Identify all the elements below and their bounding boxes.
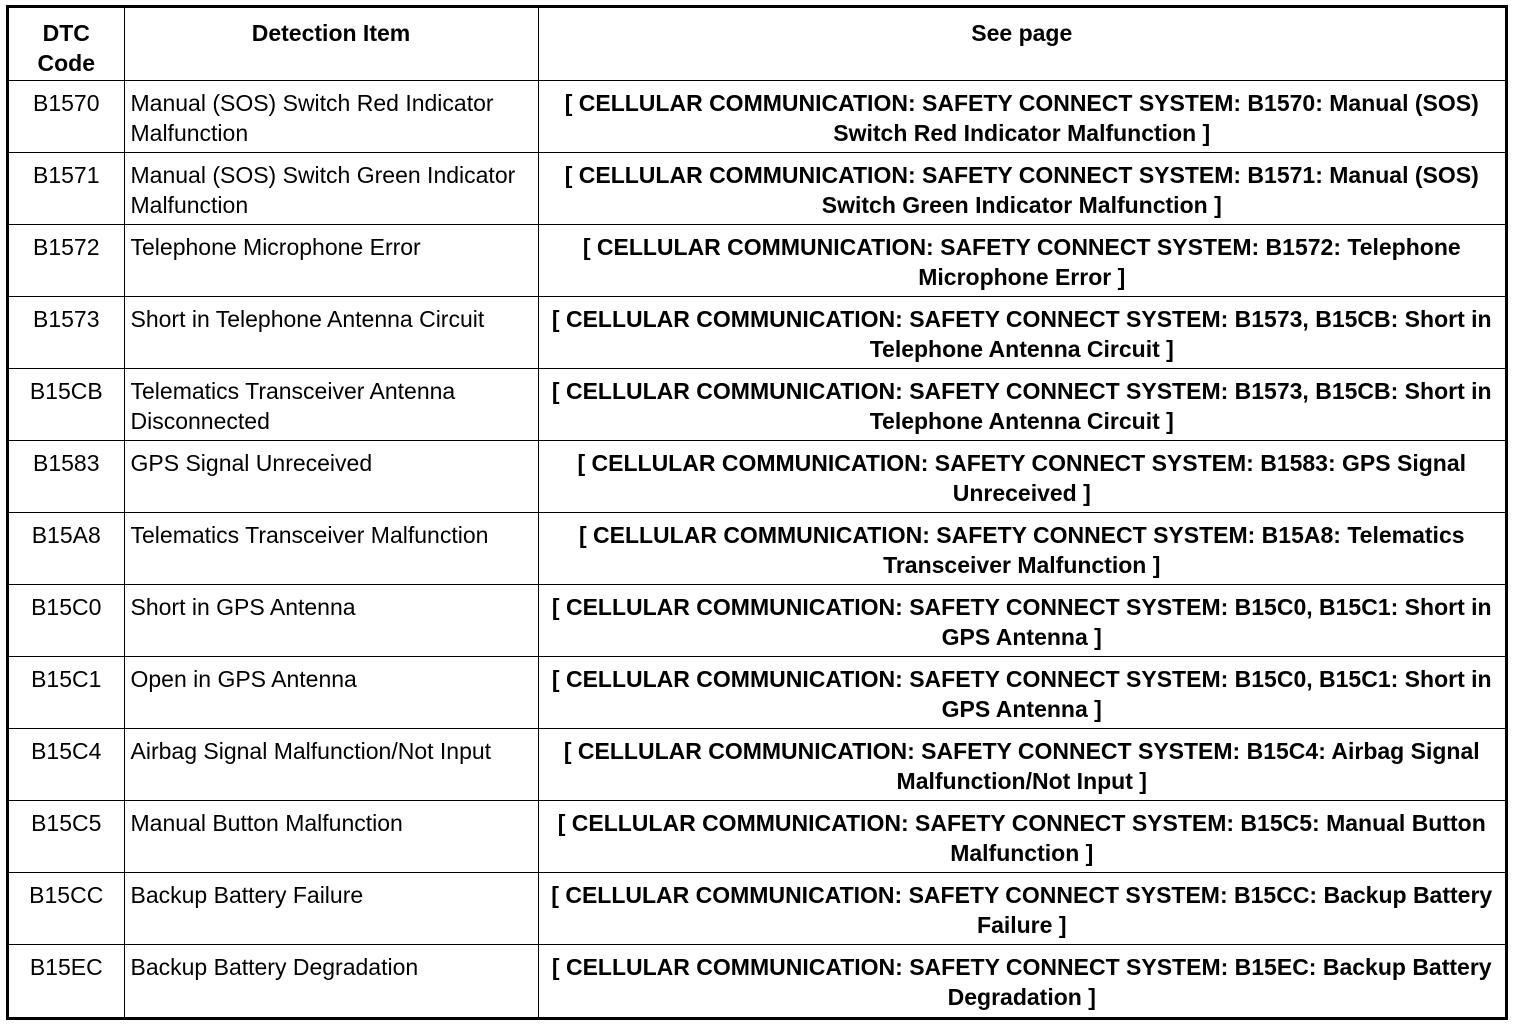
dtc-table-frame [6, 5, 1508, 1020]
dtc-code-cell: B1570 [9, 80, 124, 152]
detection-item-cell: Airbag Signal Malfunction/Not Input [124, 729, 538, 801]
detection-item-cell: GPS Signal Unreceived [124, 440, 538, 512]
header-detection-item: Detection Item [124, 8, 538, 80]
detection-item-cell: Manual (SOS) Switch Green Indicator Malfunction [124, 152, 538, 224]
table-row [9, 729, 1505, 801]
table-row [9, 873, 1505, 945]
detection-item-cell: Manual (SOS) Switch Red Indicator Malfunction [124, 80, 538, 152]
dtc-code-cell: B15C4 [9, 729, 124, 801]
dtc-code-cell: B1573 [9, 296, 124, 368]
see-page-link[interactable]: [ CELLULAR COMMUNICATION: SAFETY CONNECT SYSTEM: B15C0, B15C1: Short in GPS Antenna ] [538, 657, 1505, 729]
table-row [9, 945, 1505, 1017]
dtc-code-cell: B15EC [9, 945, 124, 1017]
see-page-link[interactable]: [ CELLULAR COMMUNICATION: SAFETY CONNECT SYSTEM: B15C0, B15C1: Short in GPS Antenna ] [538, 584, 1505, 656]
table-row [9, 296, 1505, 368]
see-page-link[interactable]: [ CELLULAR COMMUNICATION: SAFETY CONNECT SYSTEM: B1583: GPS Signal Unreceived ] [538, 440, 1505, 512]
see-page-link[interactable]: [ CELLULAR COMMUNICATION: SAFETY CONNECT SYSTEM: B15EC: Backup Battery Degradation ] [538, 945, 1505, 1017]
detection-item-cell: Backup Battery Degradation [124, 945, 538, 1017]
table-row [9, 80, 1505, 152]
detection-item-cell: Telematics Transceiver Antenna Disconnected [124, 368, 538, 440]
dtc-code-cell: B15CC [9, 873, 124, 945]
dtc-table [9, 8, 1505, 1017]
dtc-code-cell: B15C0 [9, 584, 124, 656]
detection-item-cell: Manual Button Malfunction [124, 801, 538, 873]
dtc-code-cell: B1572 [9, 224, 124, 296]
table-row [9, 657, 1505, 729]
table-row [9, 512, 1505, 584]
table-row [9, 801, 1505, 873]
detection-item-cell: Open in GPS Antenna [124, 657, 538, 729]
table-row [9, 584, 1505, 656]
see-page-link[interactable]: [ CELLULAR COMMUNICATION: SAFETY CONNECT SYSTEM: B1571: Manual (SOS) Switch Green Indicator Malfunction ] [538, 152, 1505, 224]
dtc-code-cell: B15CB [9, 368, 124, 440]
dtc-code-cell: B1583 [9, 440, 124, 512]
table-row [9, 368, 1505, 440]
see-page-link[interactable]: [ CELLULAR COMMUNICATION: SAFETY CONNECT SYSTEM: B1573, B15CB: Short in Telephone Antenna Circuit ] [538, 296, 1505, 368]
table-header-row [9, 8, 1505, 80]
see-page-link[interactable]: [ CELLULAR COMMUNICATION: SAFETY CONNECT SYSTEM: B1573, B15CB: Short in Telephone Antenna Circuit ] [538, 368, 1505, 440]
detection-item-cell: Short in GPS Antenna [124, 584, 538, 656]
dtc-code-cell: B1571 [9, 152, 124, 224]
see-page-link[interactable]: [ CELLULAR COMMUNICATION: SAFETY CONNECT SYSTEM: B15A8: Telematics Transceiver Malfunction ] [538, 512, 1505, 584]
dtc-code-cell: B15C5 [9, 801, 124, 873]
detection-item-cell: Backup Battery Failure [124, 873, 538, 945]
see-page-link[interactable]: [ CELLULAR COMMUNICATION: SAFETY CONNECT SYSTEM: B15C4: Airbag Signal Malfunction/Not Input ] [538, 729, 1505, 801]
dtc-code-cell: B15C1 [9, 657, 124, 729]
see-page-link[interactable]: [ CELLULAR COMMUNICATION: SAFETY CONNECT SYSTEM: B15CC: Backup Battery Failure ] [538, 873, 1505, 945]
see-page-link[interactable]: [ CELLULAR COMMUNICATION: SAFETY CONNECT SYSTEM: B1572: Telephone Microphone Error ] [538, 224, 1505, 296]
detection-item-cell: Short in Telephone Antenna Circuit [124, 296, 538, 368]
detection-item-cell: Telematics Transceiver Malfunction [124, 512, 538, 584]
table-row [9, 440, 1505, 512]
header-dtc-code: DTC Code [9, 8, 124, 80]
table-row [9, 152, 1505, 224]
table-row [9, 224, 1505, 296]
header-see-page: See page [538, 8, 1505, 80]
see-page-link[interactable]: [ CELLULAR COMMUNICATION: SAFETY CONNECT SYSTEM: B1570: Manual (SOS) Switch Red Indicator Malfunction ] [538, 80, 1505, 152]
see-page-link[interactable]: [ CELLULAR COMMUNICATION: SAFETY CONNECT SYSTEM: B15C5: Manual Button Malfunction ] [538, 801, 1505, 873]
detection-item-cell: Telephone Microphone Error [124, 224, 538, 296]
dtc-code-cell: B15A8 [9, 512, 124, 584]
